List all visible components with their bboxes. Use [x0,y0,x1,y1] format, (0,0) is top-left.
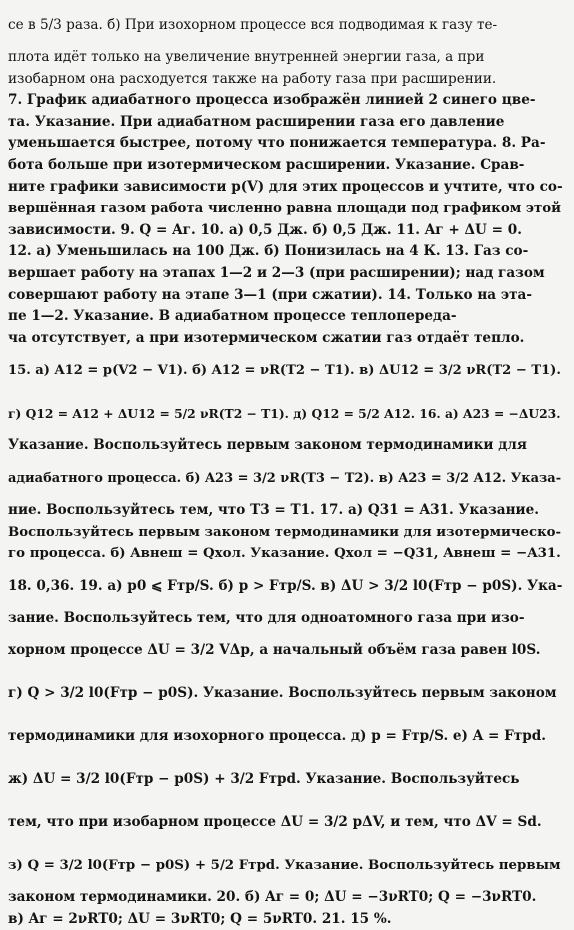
text-line: изобарном она расходуется также на работу газа при расширении. [8,70,497,87]
text-line: Указание. Воспользуйтесь первым законом термодинамики для [8,437,527,454]
text-line: совершают работу на этапе 3—1 (при сжатии). 14. Только на эта- [8,286,532,303]
text-line: вершённая газом работа численно равна площади под графиком этой [8,200,562,217]
text-line: плота идёт только на увеличение внутренней энергии газа, а при [8,49,485,65]
text-line: з) Q = 3/2 l0(Fтр − p0S) + 5/2 Fтрd. Указание. Воспользуйтесь первым [8,857,561,874]
text-line: уменьшается быстрее, потому что понижается температура. 8. Ра- [8,135,546,152]
text-line: та. Указание. При адиабатном расширении газа его давление [8,113,505,130]
text-line: адиабатного процесса. б) A23 = 3/2 νR(T3 − T2). в) A23 = 3/2 A12. Указа- [8,470,562,486]
text-line: ние. Воспользуйтесь тем, что T3 = T1. 17. а) Q31 = A31. Указание. [8,501,540,518]
text-line: ча отсутствует, а при изотермическом сжатии газ отдаёт тепло. [8,329,525,346]
text-line: го процесса. б) Aвнеш = Qхол. Указание. Qхол = −Q31, Aвнеш = −A31. [8,545,561,562]
text-line: 7. График адиабатного процесса изображён линией 2 синего цве- [8,92,536,109]
text-line: тем, что при изобарном процессе ΔU = 3/2 pΔV, и тем, что ΔV = Sd. [8,814,542,831]
text-line: в) Aг = 2νRT0; ΔU = 3νRT0; Q = 5νRT0. 21. 15 %. [8,910,392,927]
text-line: се в 5/3 раза. б) При изохорном процессе вся подводимая к газу те- [8,17,498,33]
text-line: зание. Воспользуйтесь тем, что для одноатомного газа при изо- [8,609,525,626]
text-line: пе 1—2. Указание. В адиабатном процессе теплопереда- [8,308,457,325]
text-line: г) Q12 = A12 + ΔU12 = 5/2 νR(T2 − T1). д) Q12 = 5/2 A12. 16. а) A23 = −ΔU23. [8,406,561,422]
text-line: зависимости. 9. Q = Aг. 10. а) 0,5 Дж. б) 0,5 Дж. 11. Aг + ΔU = 0. [8,221,522,238]
text-line: хорном процессе ΔU = 3/2 VΔp, а начальный объём газа равен l0S. [8,642,541,659]
text-line: 15. а) A12 = p(V2 − V1). б) A12 = νR(T2 − T1). в) ΔU12 = 3/2 νR(T2 − T1). [8,363,561,379]
text-line: вершает работу на этапах 1—2 и 2—3 (при расширении); над газом [8,264,545,281]
text-line: Воспользуйтесь первым законом термодинамики для изотермическо- [8,524,562,540]
text-line: бота больше при изотермическом расширении. Указание. Срав- [8,156,525,173]
text-line: г) Q > 3/2 l0(Fтр − p0S). Указание. Воспользуйтесь первым законом [8,685,557,702]
text-line: 12. а) Уменьшилась на 100 Дж. б) Понизилась на 4 К. 13. Газ со- [8,243,529,260]
text-line: ж) ΔU = 3/2 l0(Fтр − p0S) + 3/2 Fтрd. Указание. Воспользуйтесь [8,771,520,788]
text-line: ните графики зависимости p(V) для этих процессов и учтите, что со- [8,178,563,195]
text-line: термодинамики для изохорного процесса. д) p = Fтр/S. е) A = Fтрd. [8,728,546,745]
text-line: законом термодинамики. 20. б) Aг = 0; ΔU = −3νRT0; Q = −3νRT0. [8,889,537,906]
text-line: 18. 0,36. 19. а) p0 ⩽ Fтр/S. б) p > Fтр/S. в) ΔU > 3/2 l0(Fтр − p0S). Ука- [8,577,563,594]
